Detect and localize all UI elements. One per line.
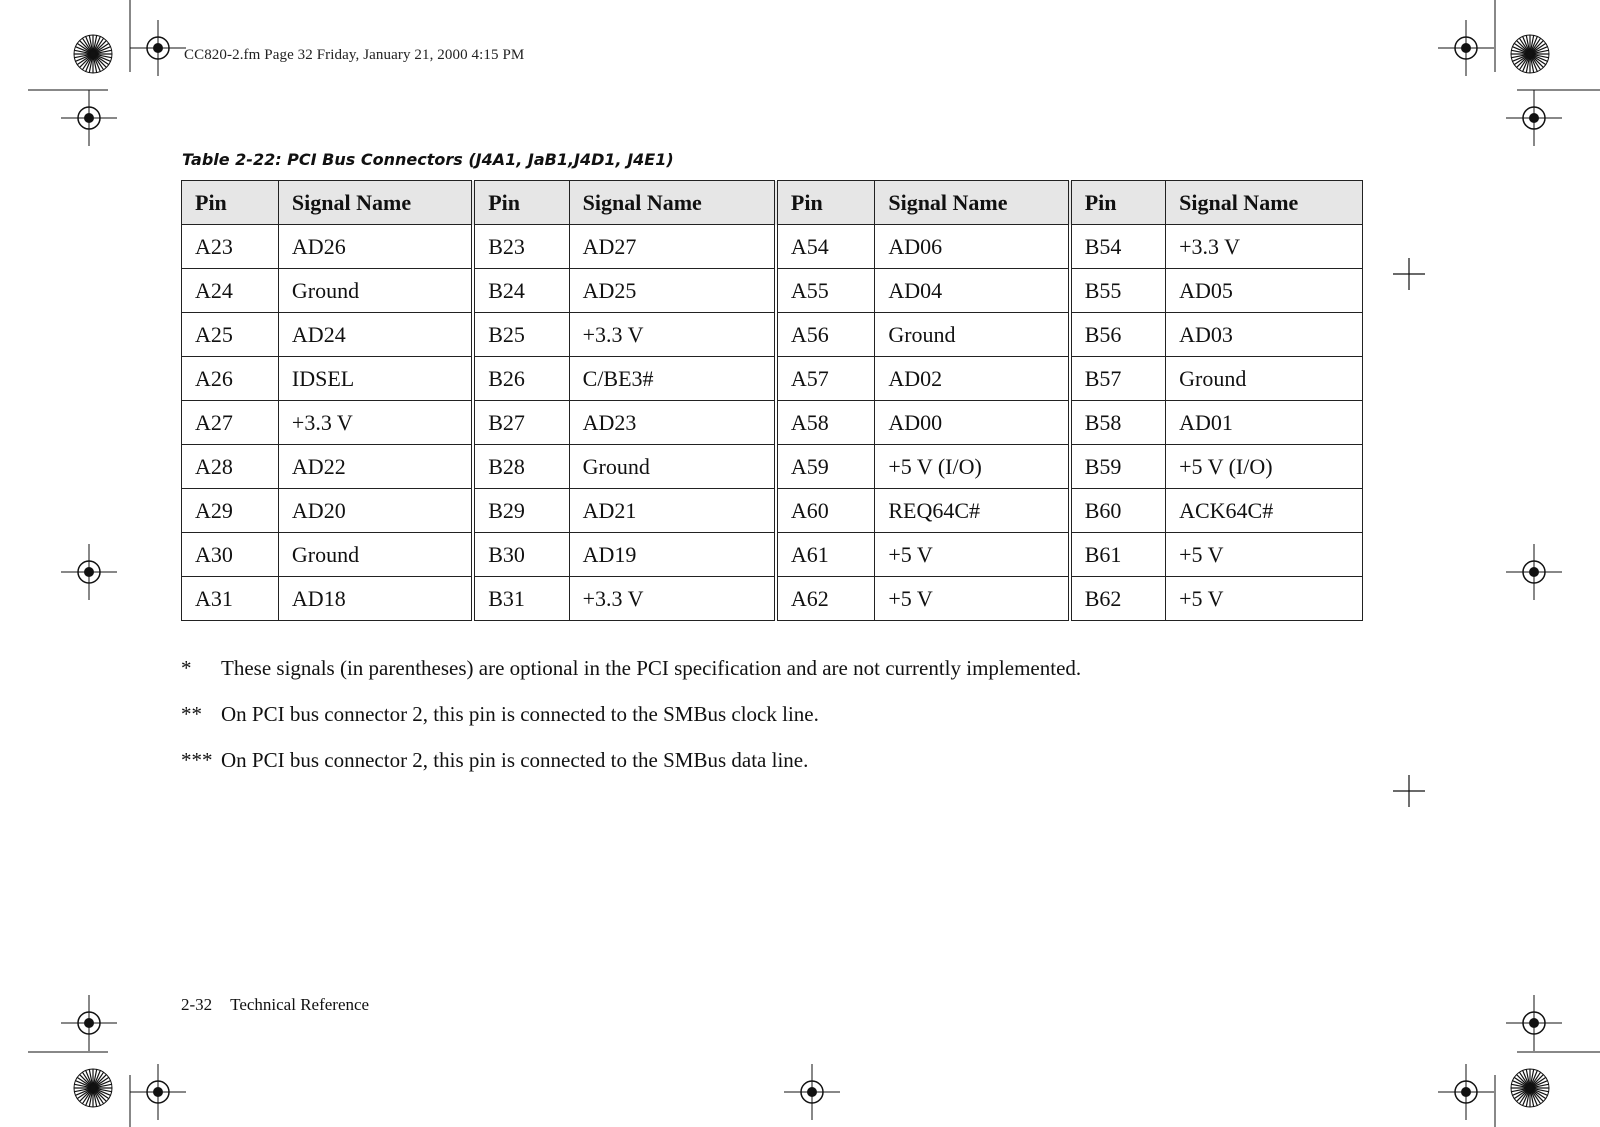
- pin-cell: B54: [1070, 225, 1166, 269]
- footnote-marker: **: [181, 702, 202, 726]
- signal-name-cell: +5 V: [875, 577, 1070, 621]
- footnote-text: On PCI bus connector 2, this pin is connected to the SMBus data line.: [221, 748, 809, 772]
- signal-name-cell: +3.3 V: [569, 577, 776, 621]
- pin-cell: B56: [1070, 313, 1166, 357]
- signal-name-cell: AD03: [1166, 313, 1363, 357]
- page-number: 2-32: [181, 995, 213, 1014]
- signal-name-cell: Ground: [278, 269, 473, 313]
- table-row: [182, 533, 1363, 577]
- pin-cell: B59: [1070, 445, 1166, 489]
- pin-cell: A61: [776, 533, 875, 577]
- table-caption: Table 2-22: PCI Bus Connectors (J4A1, JaB1,J4D1, J4E1): [182, 150, 674, 169]
- table-row: [182, 445, 1363, 489]
- signal-name-cell: AD18: [278, 577, 473, 621]
- footnote: [181, 748, 1081, 794]
- pin-cell: B24: [473, 269, 569, 313]
- signal-name-cell: AD01: [1166, 401, 1363, 445]
- pin-cell: B62: [1070, 577, 1166, 621]
- signal-name-cell: AD04: [875, 269, 1070, 313]
- signal-name-cell: +5 V (I/O): [875, 445, 1070, 489]
- footnote: [181, 702, 1081, 748]
- signal-name-cell: Ground: [875, 313, 1070, 357]
- col-header-signal-name: Signal Name: [569, 181, 776, 225]
- pin-cell: A60: [776, 489, 875, 533]
- signal-name-cell: +5 V (I/O): [1166, 445, 1363, 489]
- pin-cell: A31: [182, 577, 279, 621]
- pin-cell: A29: [182, 489, 279, 533]
- signal-name-cell: AD21: [569, 489, 776, 533]
- pin-cell: A28: [182, 445, 279, 489]
- signal-name-cell: Ground: [569, 445, 776, 489]
- pin-cell: B29: [473, 489, 569, 533]
- pin-cell: B31: [473, 577, 569, 621]
- signal-name-cell: AD05: [1166, 269, 1363, 313]
- pin-cell: A23: [182, 225, 279, 269]
- signal-name-cell: AD20: [278, 489, 473, 533]
- pin-cell: A62: [776, 577, 875, 621]
- pin-cell: A56: [776, 313, 875, 357]
- col-header-pin: Pin: [776, 181, 875, 225]
- pin-cell: B26: [473, 357, 569, 401]
- footnotes: [181, 656, 1081, 794]
- table-row: [182, 577, 1363, 621]
- pin-cell: B27: [473, 401, 569, 445]
- table-body: [182, 225, 1363, 621]
- table-row: [182, 489, 1363, 533]
- pin-cell: B28: [473, 445, 569, 489]
- signal-name-cell: +5 V: [1166, 577, 1363, 621]
- signal-name-cell: REQ64C#: [875, 489, 1070, 533]
- signal-name-cell: C/BE3#: [569, 357, 776, 401]
- signal-name-cell: AD00: [875, 401, 1070, 445]
- signal-name-cell: +3.3 V: [278, 401, 473, 445]
- signal-name-cell: AD26: [278, 225, 473, 269]
- pin-cell: B57: [1070, 357, 1166, 401]
- footnote-text: These signals (in parentheses) are optional in the PCI specification and are not currently implemented.: [221, 656, 1082, 680]
- pin-cell: A54: [776, 225, 875, 269]
- signal-name-cell: AD23: [569, 401, 776, 445]
- signal-name-cell: AD22: [278, 445, 473, 489]
- footnote-marker: ***: [181, 748, 213, 772]
- signal-name-cell: Ground: [278, 533, 473, 577]
- signal-name-cell: IDSEL: [278, 357, 473, 401]
- col-header-pin: Pin: [1070, 181, 1166, 225]
- footer-title: Technical Reference: [230, 995, 370, 1014]
- signal-name-cell: Ground: [1166, 357, 1363, 401]
- signal-name-cell: +5 V: [1166, 533, 1363, 577]
- pin-cell: B61: [1070, 533, 1166, 577]
- table-row: [182, 269, 1363, 313]
- signal-name-cell: +3.3 V: [1166, 225, 1363, 269]
- footnote-text: On PCI bus connector 2, this pin is connected to the SMBus clock line.: [221, 702, 819, 726]
- pci-bus-connector-table: [181, 180, 1363, 621]
- signal-name-cell: AD27: [569, 225, 776, 269]
- pin-cell: B23: [473, 225, 569, 269]
- pin-cell: B55: [1070, 269, 1166, 313]
- footnote-marker: *: [181, 656, 192, 680]
- pin-cell: A59: [776, 445, 875, 489]
- pin-cell: A58: [776, 401, 875, 445]
- table-header-row: [182, 181, 1363, 225]
- table-row: [182, 401, 1363, 445]
- col-header-signal-name: Signal Name: [1166, 181, 1363, 225]
- signal-name-cell: ACK64C#: [1166, 489, 1363, 533]
- col-header-signal-name: Signal Name: [875, 181, 1070, 225]
- pin-cell: B30: [473, 533, 569, 577]
- signal-name-cell: AD24: [278, 313, 473, 357]
- pin-cell: A24: [182, 269, 279, 313]
- pin-cell: A27: [182, 401, 279, 445]
- page-footer: [181, 995, 369, 1015]
- pin-cell: B25: [473, 313, 569, 357]
- table-row: [182, 225, 1363, 269]
- col-header-pin: Pin: [473, 181, 569, 225]
- signal-name-cell: AD06: [875, 225, 1070, 269]
- signal-name-cell: AD19: [569, 533, 776, 577]
- pin-cell: A55: [776, 269, 875, 313]
- table-row: [182, 357, 1363, 401]
- pin-cell: A30: [182, 533, 279, 577]
- file-slug: CC820-2.fm Page 32 Friday, January 21, 2000 4:15 PM: [184, 47, 525, 63]
- col-header-pin: Pin: [182, 181, 279, 225]
- pin-cell: B58: [1070, 401, 1166, 445]
- signal-name-cell: AD25: [569, 269, 776, 313]
- pin-cell: A57: [776, 357, 875, 401]
- table-row: [182, 313, 1363, 357]
- col-header-signal-name: Signal Name: [278, 181, 473, 225]
- signal-name-cell: +3.3 V: [569, 313, 776, 357]
- pin-cell: A25: [182, 313, 279, 357]
- pin-cell: B60: [1070, 489, 1166, 533]
- signal-name-cell: +5 V: [875, 533, 1070, 577]
- footnote: [181, 656, 1081, 702]
- pin-cell: A26: [182, 357, 279, 401]
- signal-name-cell: AD02: [875, 357, 1070, 401]
